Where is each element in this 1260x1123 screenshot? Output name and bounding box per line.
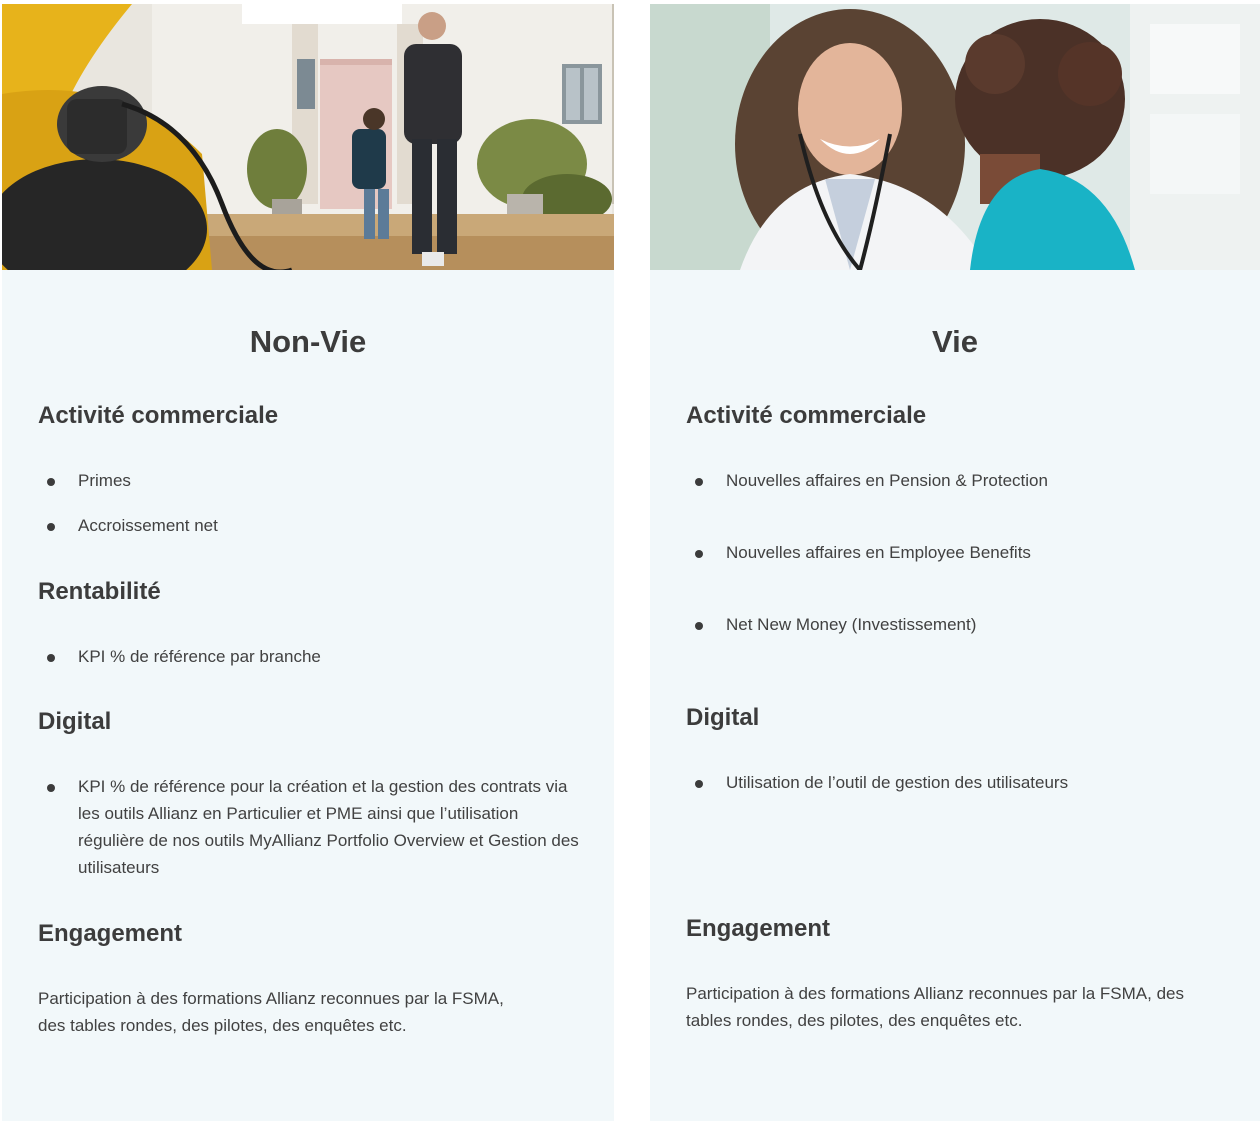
bullet-icon — [47, 478, 55, 486]
card-title: Non-Vie — [249, 324, 367, 359]
list-item-text: Net New Money (Investissement) — [726, 615, 977, 634]
list-item — [686, 769, 1231, 796]
engagement-text: Participation à des formations Allianz reconnues par la FSMA, des tables rondes, des pilotes, des enquêtes etc. — [38, 989, 504, 1035]
section-heading-engagement: Engagement — [38, 920, 183, 947]
list-item-text: Primes — [78, 471, 131, 490]
card-vie — [650, 4, 1260, 1121]
list-item-text: Accroissement net — [78, 516, 218, 535]
section-heading-activite-commerciale: Activité commerciale — [38, 402, 279, 429]
card-non-vie — [2, 4, 614, 1121]
bullet-icon — [47, 654, 55, 662]
card-title: Vie — [932, 324, 978, 359]
list-item — [38, 643, 583, 670]
list-item-text: Nouvelles affaires en Employee Benefits — [726, 543, 1031, 562]
photo-ev-charging-family-house — [2, 4, 614, 270]
list-item — [38, 773, 583, 881]
list-item-text: Nouvelles affaires en Pension & Protection — [726, 471, 1048, 490]
engagement-text: Participation à des formations Allianz reconnues par la FSMA, des tables rondes, des pilotes, des enquêtes etc. — [686, 984, 1184, 1030]
list-item-text: KPI % de référence pour la création et la gestion des contrats via les outils Allianz en Particulier et PME ainsi que l’utilisation régulière de nos outils MyAllianz Portfolio Overview et Gestion des utilisateurs — [78, 777, 579, 877]
list-item-text: Utilisation de l’outil de gestion des utilisateurs — [726, 773, 1069, 792]
bullet-icon — [47, 784, 55, 792]
list-item — [686, 611, 1231, 638]
list-item — [38, 512, 583, 539]
section-heading-engagement: Engagement — [686, 915, 831, 942]
list-item — [38, 467, 583, 494]
section-heading-digital: Digital — [686, 704, 760, 731]
bullet-icon — [695, 780, 703, 788]
bullet-icon — [47, 523, 55, 531]
list-item — [686, 539, 1231, 566]
list-item-text: KPI % de référence par branche — [78, 647, 321, 666]
bullet-icon — [695, 478, 703, 486]
bullet-icon — [695, 550, 703, 558]
bullet-icon — [695, 622, 703, 630]
section-heading-activite-commerciale: Activité commerciale — [686, 402, 927, 429]
section-heading-rentabilite: Rentabilité — [38, 578, 161, 605]
section-heading-digital: Digital — [38, 708, 112, 735]
list-item — [686, 467, 1231, 494]
photo-doctor-with-child — [650, 4, 1260, 270]
